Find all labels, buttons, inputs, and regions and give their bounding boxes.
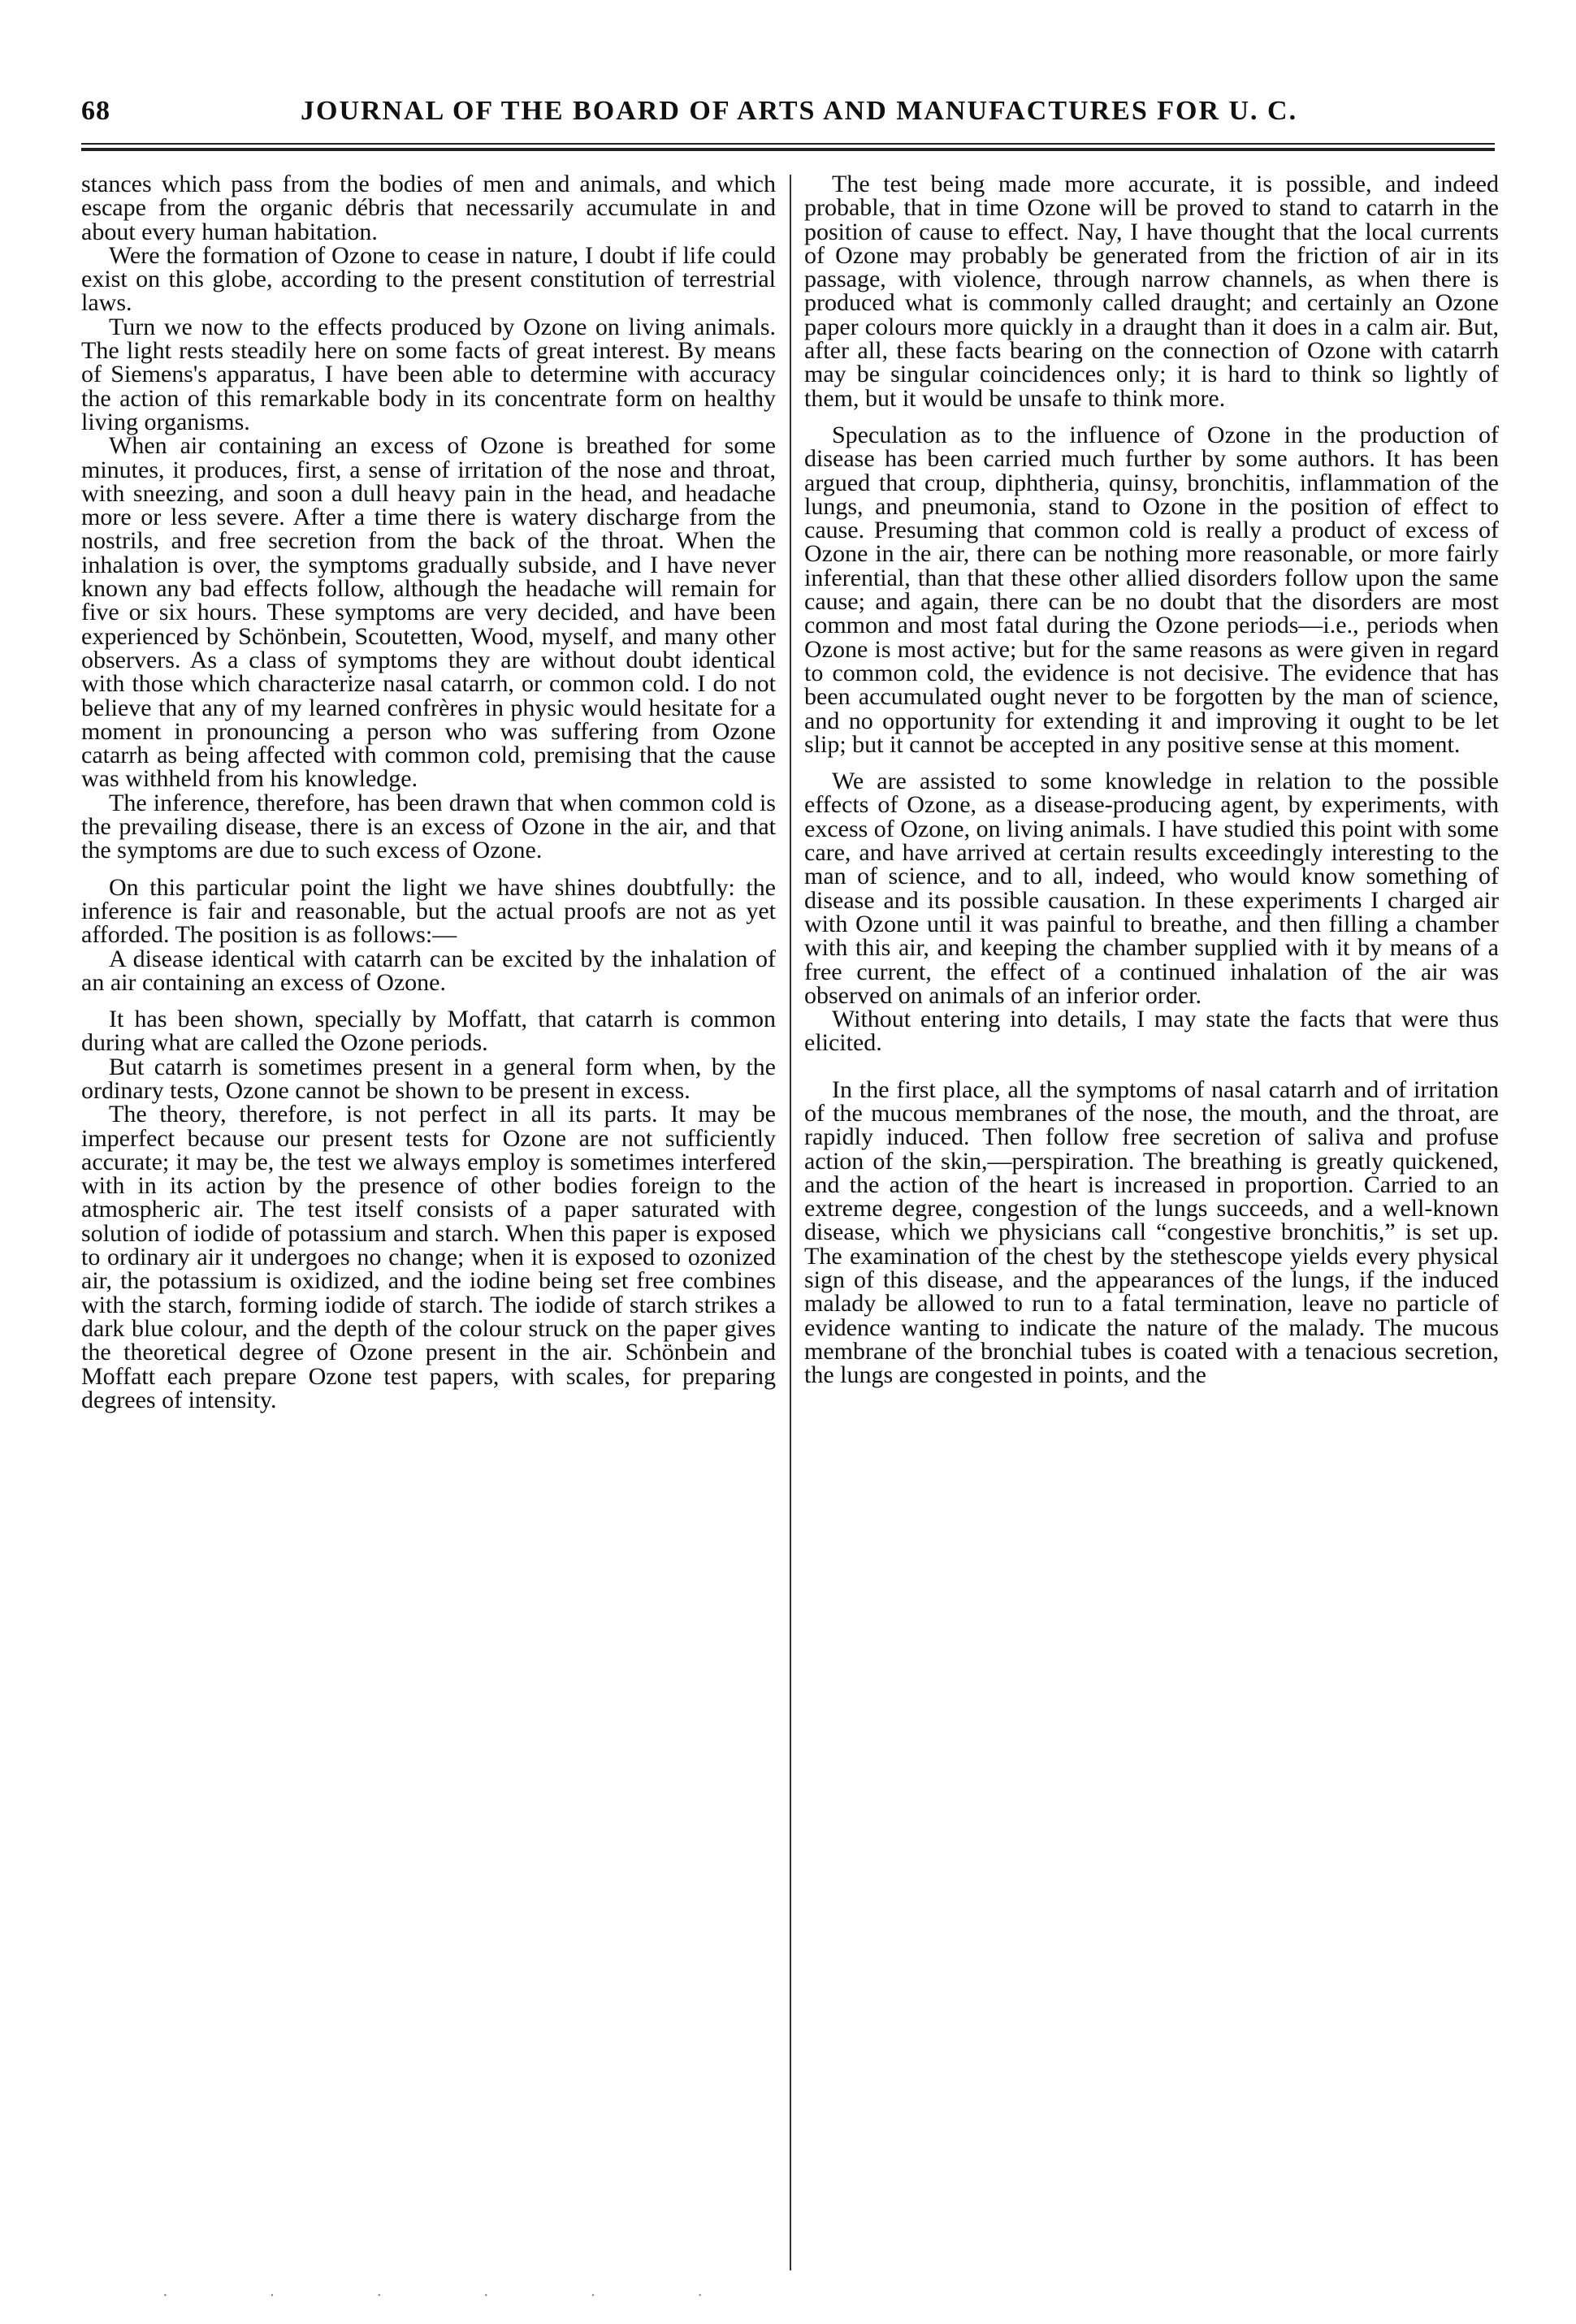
paragraph: Were the formation of Ozone to cease in nature, I doubt if life could exist on this globe, according to the present constitution of terrestrial laws. <box>81 241 776 317</box>
paragraph: The test being made more accurate, it is possible, and indeed probable, that in time Ozone will be proved to stand to catarrh in the position of cause to effect. Nay, I have thought that the local currents of Ozone may probably be generated from the friction of air in its passage, with violence, through narrow channels, as when there is produced what is commonly called draught; and certainly an Ozone paper colours more quickly in a draught than it does in a calm air. But, after all, these facts bearing on the connection of Ozone with catarrh may be singular coincidences only; it is hard to think so lightly of them, but it would be unsafe to think more. <box>804 171 1499 412</box>
right-column <box>804 172 1499 1387</box>
paragraph: Without entering into details, I may state the facts that were thus elicited. <box>804 1006 1499 1057</box>
paragraph: Speculation as to the influence of Ozone in the production of disease has been carried much further by some authors. It has been argued that croup, diphtheria, quinsy, bronchitis, inflammation of the lungs, and pneumonia, stand to Ozone in the position of effect to cause. Presuming that common cold is really a product of excess of Ozone in the air, there can be nothing more reasonable, or more fairly inferential, than that these other allied disorders follow upon the same cause; and again, there can be no doubt that the disorders are most common and most fatal during the Ozone periods—i.e., periods when Ozone is most active; but for the same reasons as were given in regard to common cold, the evidence is not decisive. The evidence that has been accumulated ought never to be forgotten by the man of science, and no opportunity for extending it and improving it ought to be let slip; but it cannot be accepted in any positive sense at this moment. <box>804 421 1499 758</box>
paragraph: On this particular point the light we have shines doubtfully: the inference is fair and reasonable, but the actual proofs are not as yet afforded. The position is as follows:— <box>81 873 776 949</box>
paragraph: In the first place, all the symptoms of nasal catarrh and of irritation of the mucous membranes of the nose, the mouth, and the throat, are rapidly induced. Then follow free secretion of saliva and profuse action of the skin,—perspiration. The breathing is greatly quickened, and the action of the heart is increased in proportion. Carried to an extreme degree, congestion of the lungs succeeds, and a well-known disease, which we physicians call “congestive bronchitis,” is set up. The examination of the chest by the stethescope yields every physical sign of this disease, and the appearances of the lungs, if the induced malady be allowed to run to a fatal termination, leave no particle of evidence wanting to indicate the nature of the malady. The mucous membrane of the bronchial tubes is coated with a tenacious secretion, the lungs are congested in points, and the <box>804 1075 1499 1389</box>
journal-title: JOURNAL OF THE BOARD OF ARTS AND MANUFACTURES FOR U. C. <box>301 96 1298 126</box>
page-header <box>81 96 1495 145</box>
header-rule-thin <box>81 143 1495 145</box>
paragraph: A disease identical with catarrh can be excited by the inhalation of an air containing an excess of Ozone. <box>81 945 776 996</box>
paragraph: We are assisted to some knowledge in relation to the possible effects of Ozone, as a disease-producing agent, by experiments, with excess of Ozone, on living animals. I have studied this point with some care, and have arrived at certain results exceedingly interesting to the man of science, and to all, indeed, who would know something of disease and its possible causation. In these experiments I charged air with Ozone until it was painful to breathe, and then filling a chamber with this air, and keeping the chamber supplied with it by means of a free current, the effect of a continued inhalation of the air was observed on animals of an inferior order. <box>804 768 1499 1009</box>
paragraph: The inference, therefore, has been drawn that when common cold is the prevailing disease, there is an excess of Ozone in the air, and that the symptoms are due to such excess of Ozone. <box>81 789 776 864</box>
paragraph: But catarrh is sometimes present in a general form when, by the ordinary tests, Ozone cannot be shown to be present in excess. <box>81 1053 776 1104</box>
paragraph: stances which pass from the bodies of men and animals, and which escape from the organic débris that necessarily accumulate in and about every human habitation. <box>81 171 776 245</box>
column-divider <box>790 175 791 2270</box>
paragraph: When air containing an excess of Ozone is breathed for some minutes, it produces, first, a sense of irritation of the nose and throat, with sneezing, and soon a dull heavy pain in the head, and headache more or less severe. After a time there is watery discharge from the nostrils, and free secretion from the back of the throat. When the inhalation is over, the symptoms gradually subside, and I have never known any bad effects follow, although the headache will remain for five or six hours. These symptoms are very decided, and have been experienced by Schönbein, Scoutetten, Wood, myself, and many other observers. As a class of symptoms they are without doubt identical with those which characterize nasal catarrh, or common cold. I do not believe that any of my learned confrères in physic would hesitate for a moment in pronouncing a person who was suffering from Ozone catarrh as being affected with common cold, premising that the cause was withheld from his knowledge. <box>81 432 776 793</box>
paragraph: The theory, therefore, is not perfect in all its parts. It may be imperfect because our present tests for Ozone are not sufficiently accurate; it may be, the test we always employ is sometimes interfered with in its action by the presence of other bodies foreign to the atmospheric air. The test itself consists of a paper saturated with solution of iodide of potassium and starch. When this paper is exposed to ordinary air it undergoes no change; when it is exposed to ozonized air, the potassium is oxidized, and the iodine being set free combines with the starch, forming iodide of starch. The iodide of starch strikes a dark blue colour, and the depth of the colour struck on the paper gives the theoretical degree of Ozone present in the air. Schönbein and Moffatt each prepare Ozone test papers, with scales, for preparing degrees of intensity. <box>81 1101 776 1413</box>
left-column <box>81 172 776 1412</box>
header-rule-thick <box>81 148 1495 151</box>
page-number: 68 <box>81 96 110 126</box>
paragraph: Turn we now to the effects produced by Ozone on living animals. The light rests steadily here on some facts of great interest. By means of Siemens's apparatus, I have been able to determine with accuracy the action of this remarkable body in its concentrate form on healthy living organisms. <box>81 313 776 435</box>
paragraph: It has been shown, specially by Moffatt, that catarrh is common during what are called the Ozone periods. <box>81 1006 776 1057</box>
page-footer-marks: · · · · · · <box>162 2287 751 2305</box>
